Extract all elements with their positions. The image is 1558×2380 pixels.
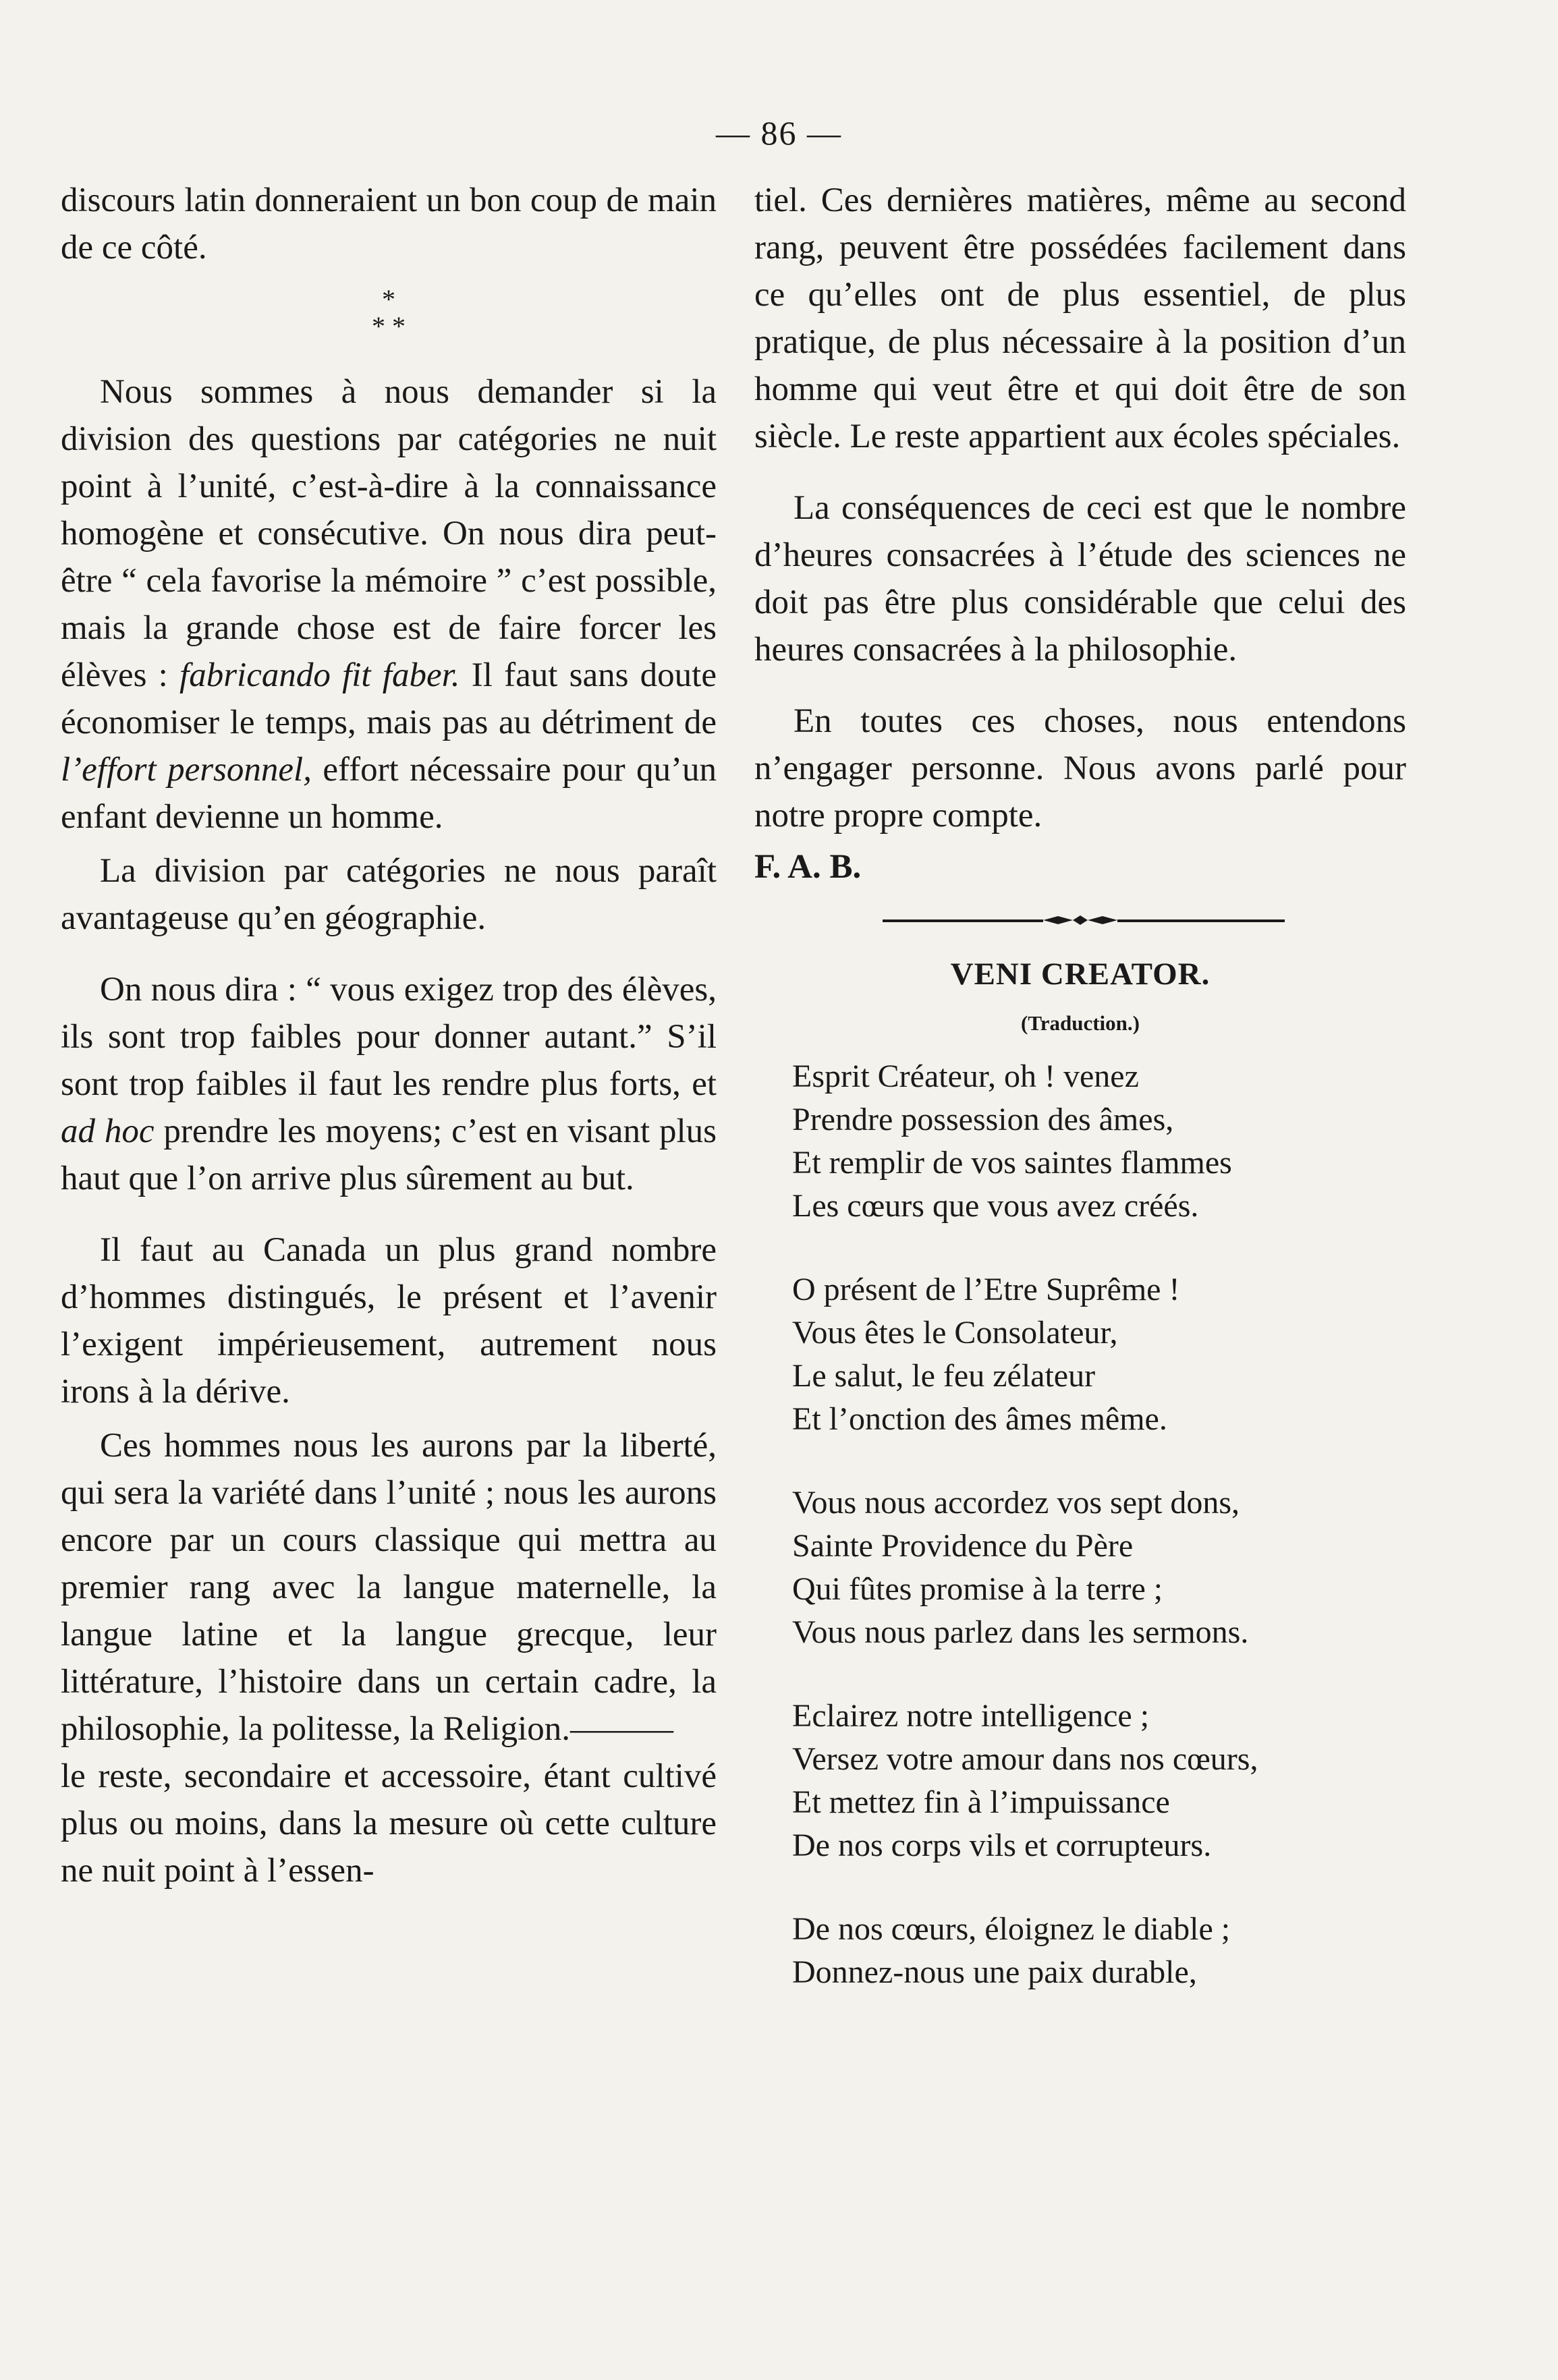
poem-line: Qui fûtes promise à la terre ; [792,1571,1163,1607]
poem-line: Versez votre amour dans nos cœurs, [792,1741,1258,1777]
italic-phrase-effort: l’effort personnel, [61,751,312,789]
poem-stanza [792,1481,1406,1654]
poem-line: Et l’onction des âmes même. [792,1401,1167,1437]
poem-line: Prendre possession des âmes, [792,1102,1174,1137]
page-number: — 86 — [716,114,842,152]
italic-phrase-ad-hoc: ad hoc [61,1112,155,1150]
poem-subtitle: (Traduction.) [1021,1011,1140,1035]
asterisk-bottom: * * [372,311,406,341]
poem-line: Vous nous parlez dans les sermons. [792,1614,1249,1650]
poem-line: Donnez-nous une paix durable, [792,1954,1197,1990]
poem-line: O présent de l’Etre Suprême ! [792,1272,1180,1307]
poem-line: De nos cœurs, éloignez le diable ; [792,1911,1231,1947]
poem-line: Le salut, le feu zélateur [792,1358,1096,1394]
poem-line: Et remplir de vos saintes flammes [792,1145,1232,1181]
paragraph-discours: discours latin donneraient un bon coup de main de ce côté. [61,181,717,266]
paragraph-division-questions [61,368,717,841]
asterisk-top: * [382,284,395,314]
right-column [754,177,1406,2035]
paragraph-categories-geographie: La division par catégories ne nous paraît avantageuse qu’en géographie. [61,852,717,937]
paragraph-toutes-ces-choses: En toutes ces choses, nous entendons n’engager personne. Nous avons parlé pour notre propre compte. [754,702,1406,834]
paragraph-canada: Il faut au Canada un plus grand nombre d’hommes distingués, le présent et l’avenir l’exigent impérieusement, autrement nous irons à la dérive. [61,1231,717,1411]
paragraph-consequences: La conséquences de ceci est que le nombre d’heures consacrées à l’étude des sciences ne doit pas être plus considérable que celui des heures consacrées à la philosophie. [754,489,1406,669]
left-column [61,177,717,1894]
poem-title: VENI CREATOR. [950,957,1211,992]
paragraph-le-reste: le reste, secondaire et accessoire, étant cultivé plus ou moins, dans la mesure où cette culture ne nuit point à l’essen- [61,1757,717,1890]
text-run: On nous dira : “ vous exigez trop des élèves, ils sont trop faibles pour donner autant.” S’il sont trop faibles il faut les rendre plus forts, et [61,971,717,1103]
paragraph-ces-hommes: Ces hommes nous les aurons par la liberté, qui sera la variété dans l’unité ; nous les aurons encore par un cours classique qui mettra au premier rang avec la langue maternelle, la langue latine et la langue grecque, leur littérature, l’histoire dans un certain cadre, la philosophie, la politesse, la Religion.——— [61,1427,717,1748]
section-separator-asterisks [61,286,717,340]
italic-phrase-fabricando: fabricando fit faber. [179,656,460,694]
text-run: Il faut sans doute économiser le temps, mais pas au détriment de [61,656,717,741]
poem-line: Eclairez notre intelligence ; [792,1698,1150,1734]
poem [754,1055,1406,1994]
author-signature: F. A. B. [754,848,862,886]
poem-line: Vous nous accordez vos sept dons, [792,1485,1240,1521]
ornament-icon [1043,913,1117,927]
poem-stanza [792,1908,1406,1994]
poem-line: Sainte Providence du Père [792,1528,1134,1564]
text-run: effort nécessaire pour qu’un enfant devienne un homme. [61,751,717,836]
poem-line: De nos corps vils et corrupteurs. [792,1828,1212,1863]
ornamental-rule [754,913,1406,927]
poem-line: Et mettez fin à l’impuissance [792,1784,1170,1820]
poem-line: Les cœurs que vous avez créés. [792,1188,1199,1224]
text-run: Nous sommes à nous demander si la division des questions par catégories ne nuit point à l’unité, c’est-à-dire à la connaissance homogène et consécutive. On nous dira peut-être “ cela favorise la mémoire ” c’est possible, mais la grande chose est de faire forcer les élèves : [61,373,717,694]
poem-line: Esprit Créateur, oh ! venez [792,1058,1139,1094]
paragraph-tiel: tiel. Ces dernières matières, même au second rang, peuvent être possédées facilement dans ce qu’elles ont de plus essentiel, de plus pratique, de plus nécessaire à la position d’un homme qui veut être et qui doit être de son siècle. Le reste appartient aux écoles spéciales. [754,181,1406,455]
poem-stanza [792,1695,1406,1867]
poem-line: Vous êtes le Consolateur, [792,1315,1118,1351]
text-run: prendre les moyens; c’est en visant plus haut que l’on arrive plus sûrement au but. [61,1112,717,1197]
poem-stanza [792,1055,1406,1228]
paragraph-exigez-trop [61,966,717,1202]
poem-stanza [792,1268,1406,1441]
